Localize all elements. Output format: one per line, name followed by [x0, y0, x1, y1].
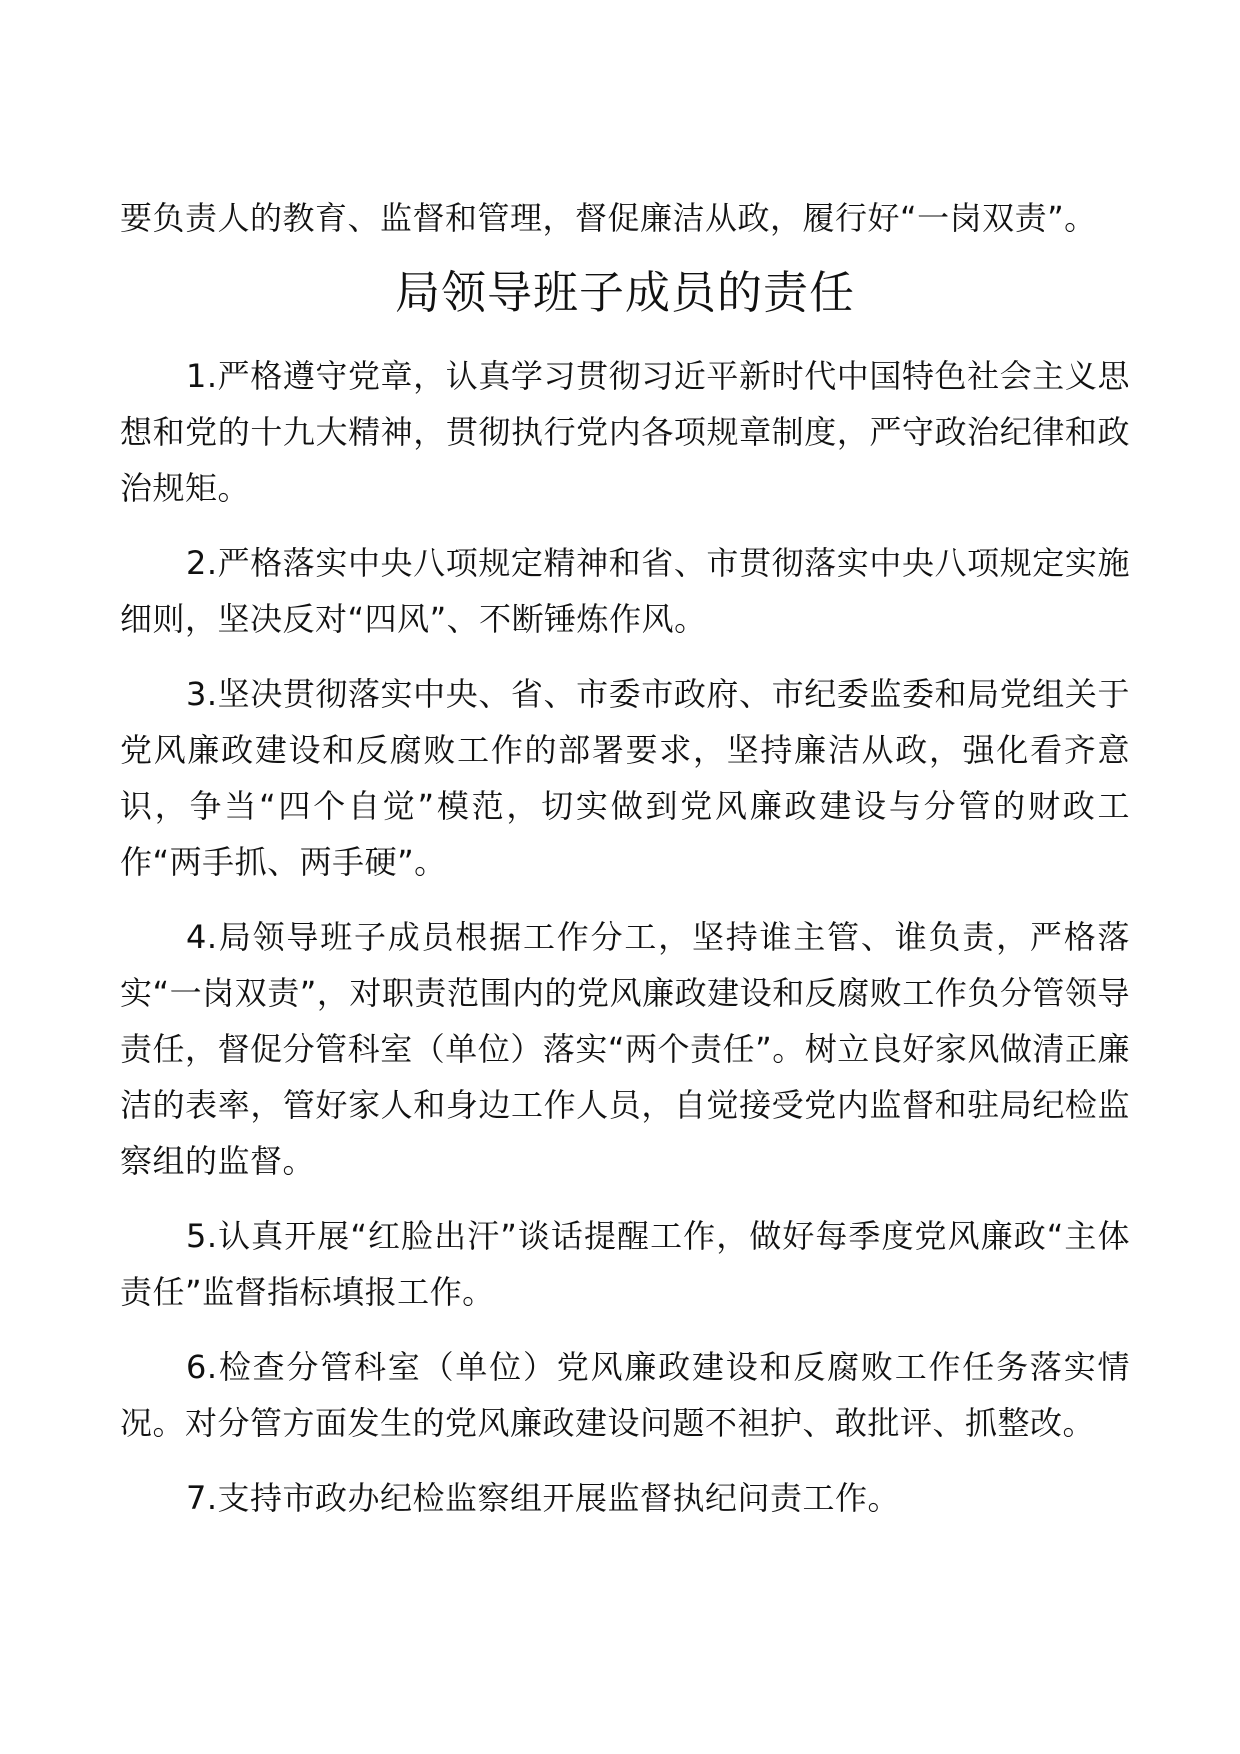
document-body: [120, 190, 1130, 1545]
list-item-4: 4.局领导班子成员根据工作分工，坚持谁主管、谁负责，严格落实“一岗双责”，对职责范围内的党风廉政建设和反腐败工作负分管领导责任，督促分管科室（单位）落实“两个责任”。树立良好家风做清正廉洁的表率，管好家人和身边工作人员，自觉接受党内监督和驻局纪检监察组的监督。: [120, 918, 1130, 1180]
list-item-6: 6.检查分管科室（单位）党风廉政建设和反腐败工作任务落实情况。对分管方面发生的党风廉政建设问题不袒护、敢批评、抓整改。: [120, 1348, 1130, 1442]
section-title: 局领导班子成员的责任: [394, 266, 855, 319]
continuation-paragraph: 要负责人的教育、监督和管理，督促廉洁从政，履行好“一岗双责”。: [120, 199, 1097, 237]
list-item-1: 1.严格遵守党章，认真学习贯彻习近平新时代中国特色社会主义思想和党的十九大精神，贯彻执行党内各项规章制度，严守政治纪律和政治规矩。: [120, 357, 1130, 507]
list-item-5: 5.认真开展“红脸出汗”谈话提醒工作，做好每季度党风廉政“主体责任”监督指标填报工作。: [120, 1217, 1130, 1311]
list-item-7: 7.支持市政办纪检监察组开展监督执纪问责工作。: [186, 1479, 901, 1517]
list-item-3: 3.坚决贯彻落实中央、省、市委市政府、市纪委监委和局党组关于党风廉政建设和反腐败工作的部署要求，坚持廉洁从政，强化看齐意识，争当“四个自觉”模范，切实做到党风廉政建设与分管的财政工作“两手抓、两手硬”。: [120, 675, 1130, 881]
list-item-2: 2.严格落实中央八项规定精神和省、市贯彻落实中央八项规定实施细则，坚决反对“四风”、不断锤炼作风。: [120, 544, 1130, 638]
